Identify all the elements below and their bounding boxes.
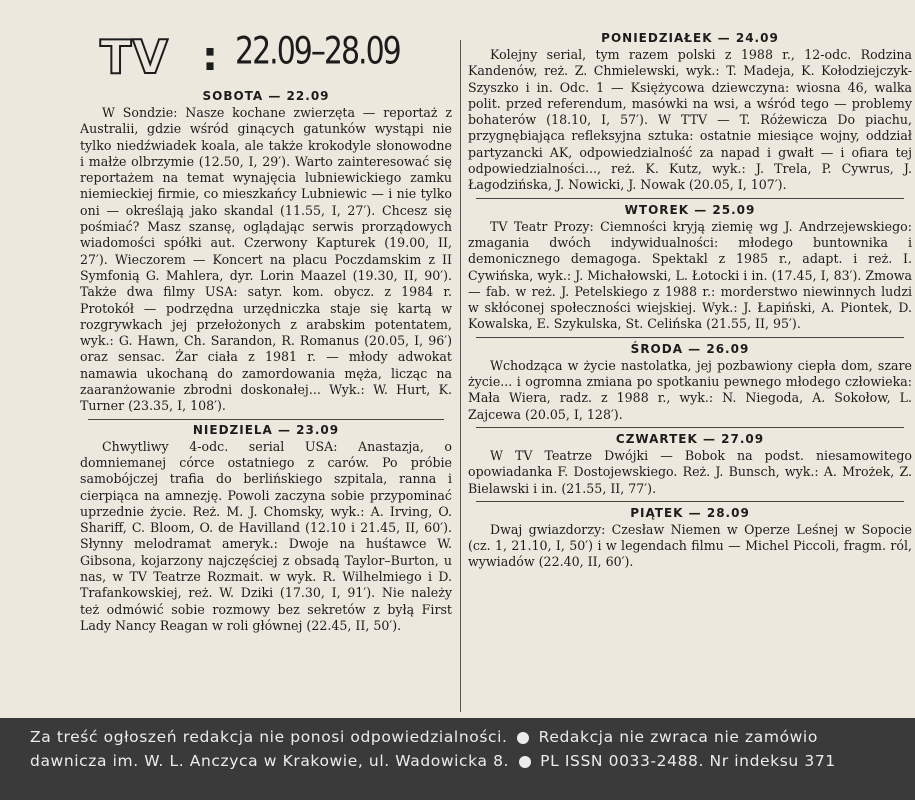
day-heading-monday: PONIEDZIAŁEK — 24.09: [601, 31, 779, 45]
bullet-dot-icon: [517, 732, 529, 744]
day-text-saturday: W Sondzie: Nasze kochane zwierzęta — reportaż z Australii, gdzie wśród ginących gatunków wystąpi nie tylko niedźwiadek koala, ale także krokodyle słonowodne i małże olbrzymie (12.50, I, 29′). Warto zainteresować się reportażem na temat wynajęcia lubniewickiego zamku niemieckiej firmie, co mieszkańcy Lubniewic — i nie tylko oni — określają jako skandal (11.55, I, 27′). Chcesz się pośmiać? Masz szansę, oglądając serwis prorządowych wiadomości spółki aut. Czerwony Kapturek (19.00, II, 27′). Wieczorem — Koncert na placu Poczdamskim z II Symfonią G. Mahlera, dyr. Lorin Maazel (19.30, II, 90′). Także dwa filmy USA: satyr. kom. obycz. z 1984 r. Protokół — podrzędna urzędniczka staje się kartą w rozgrywkach jej przełożonych z arabskim potentatem, wyk.: G. Hawn, Ch. Sarandon, R. Romanus (20.05, I, 96′) oraz sensac. Żar ciała z 1981 r. — młody adwokat namawia ukochaną do zamordowania męża, licząc na zaaranżowanie zbrodni doskonałej... Wyk.: W. Hurt, K. Turner (23.35, I, 108′).: [80, 105, 452, 414]
right-column: [468, 0, 912, 571]
footer-disclaimer: Za treść ogłoszeń redakcja nie ponosi odpowiedzialności.: [30, 728, 508, 746]
tv-logo: TV: [100, 30, 169, 84]
day-text-wednesday: Wchodząca w życie nastolatka, jej pozbawiony ciepła dom, szare życie... i ogromna zmiana po spotkaniu pewnego młodego człowieka: Mała Wiera, radz. z 1988 r., wyk.: N. Niegoda, A. Sokołow, L. Zajcewa (20.05, I, 128′).: [468, 357, 912, 422]
week-dates: 22.09–28.09: [235, 29, 400, 74]
left-column: [80, 0, 452, 634]
day-text-thursday: W TV Teatrze Dwójki — Bobok na podst. niesamowitego opowiadanka F. Dostojewskiego. Reż. J. Bunsch, wyk.: A. Mrożek, Z. Bielawski i in. (21.55, II, 77′).: [468, 447, 912, 496]
footer-line-1: [30, 728, 818, 746]
day-heading-tuesday: WTOREK — 25.09: [624, 202, 756, 217]
day-heading-wednesday: ŚRODA — 26.09: [630, 341, 750, 356]
section-divider: [476, 501, 904, 502]
footer-publisher: dawnicza im. W. L. Anczyca w Krakowie, ul. Wadowicka 8.: [30, 752, 510, 770]
section-divider: [476, 427, 904, 428]
day-heading-thursday: CZWARTEK — 27.09: [615, 431, 765, 446]
footer-line-2: [30, 752, 836, 770]
column-divider: [460, 40, 461, 712]
publisher-footer: [0, 718, 915, 800]
day-heading-friday: PIĄTEK — 28.09: [630, 505, 750, 520]
footer-returns-note: Redakcja nie zwraca nie zamówio: [538, 728, 818, 746]
section-divider: [476, 198, 904, 199]
day-text-sunday: Chwytliwy 4-odc. serial USA: Anastazja, o domniemanej córce ostatniego z carów. Po próbie samobójczej trafia do berlińskiego szpitala, ranna i cierpiąca na amnezję. Powoli zaczyna sobie przypominać uprzednie życie. Reż. M. J. Chomsky, wyk.: A. Irving, O. Shariff, C. Bloom, O. de Havilland (12.10 i 21.45, II, 60′). Słynny melodramat ameryk.: Dwoje na huśtawce W. Gibsona, kojarzony najczęściej z obsadą Taylor–Burton, u nas, w TV Teatrze Rozmait. w wyk. R. Wilhelmiego i D. Trafankowskiej, reż. W. Dziki (17.30, I, 91′). Nie należy też odmówić sobie rozmowy bez sekretów z byłą First Lady Nancy Reagan w roli głównej (22.45, II, 50′).: [80, 438, 452, 633]
day-text-monday: Kolejny serial, tym razem polski z 1988 r., 12-odc. Rodzina Kandenów, reż. Z. Chmielewski, wyk.: T. Madeja, K. Kołodziejczyk-Szyszko i in. Odc. 1 — Księżycowa dziewczyna: wiosna 46, walka polit. przed referendum, masówki na wsi, a wśród tego — problemy bohaterów (18.10, I, 57′). W TTV — T. Różewicza Do piachu, przygnębiająca refleksyjna sztuka: ostatnie miesiące wojny, oddział partyzancki AK, odpowiedzialność za napad i gwałt — i ofiara tej odpowiedzialności..., reż. K. Kutz, wyk.: J. Trela, P. Cywrus, J. Łagodzińska, J. Nowicki, J. Nowak (20.05, I, 107′).: [468, 47, 912, 193]
day-heading-sunday: NIEDZIELA — 23.09: [192, 422, 340, 437]
tv-logo-colon: :: [202, 34, 218, 80]
footer-issn: PL ISSN 0033-2488. Nr indeksu 371: [540, 752, 836, 770]
section-divider: [88, 419, 444, 420]
day-heading-saturday: SOBOTA — 22.09: [202, 89, 330, 103]
day-text-tuesday: TV Teatr Prozy: Ciemności kryją ziemię wg J. Andrzejewskiego: zmagania dwóch indywidualności: młodego buntownika i demonicznego demagoga. Spektakl z 1985 r., adapt. i reż. I. Cywińska, wyk.: J. Michałowski, L. Łotocki i in. (17.45, I, 83′). Zmowa — fab. w reż. J. Petelskiego z 1988 r.: morderstwo niewinnych ludzi w skłóconej społeczności wiejskiej. Wyk.: J. Łapiński, A. Piontek, D. Kowalska, E. Szykulska, St. Celińska (21.55, II, 95′).: [468, 218, 912, 332]
bullet-dot-icon: [519, 756, 531, 768]
section-divider: [476, 337, 904, 338]
tv-masthead: [80, 28, 452, 86]
day-text-friday: Dwaj gwiazdorzy: Czesław Niemen w Operze Leśnej w Sopocie (cz. 1, 21.10, I, 50′) i w legendach filmu — Michel Piccoli, fragm. ról, wywiadów (22.40, II, 60′).: [468, 521, 912, 570]
